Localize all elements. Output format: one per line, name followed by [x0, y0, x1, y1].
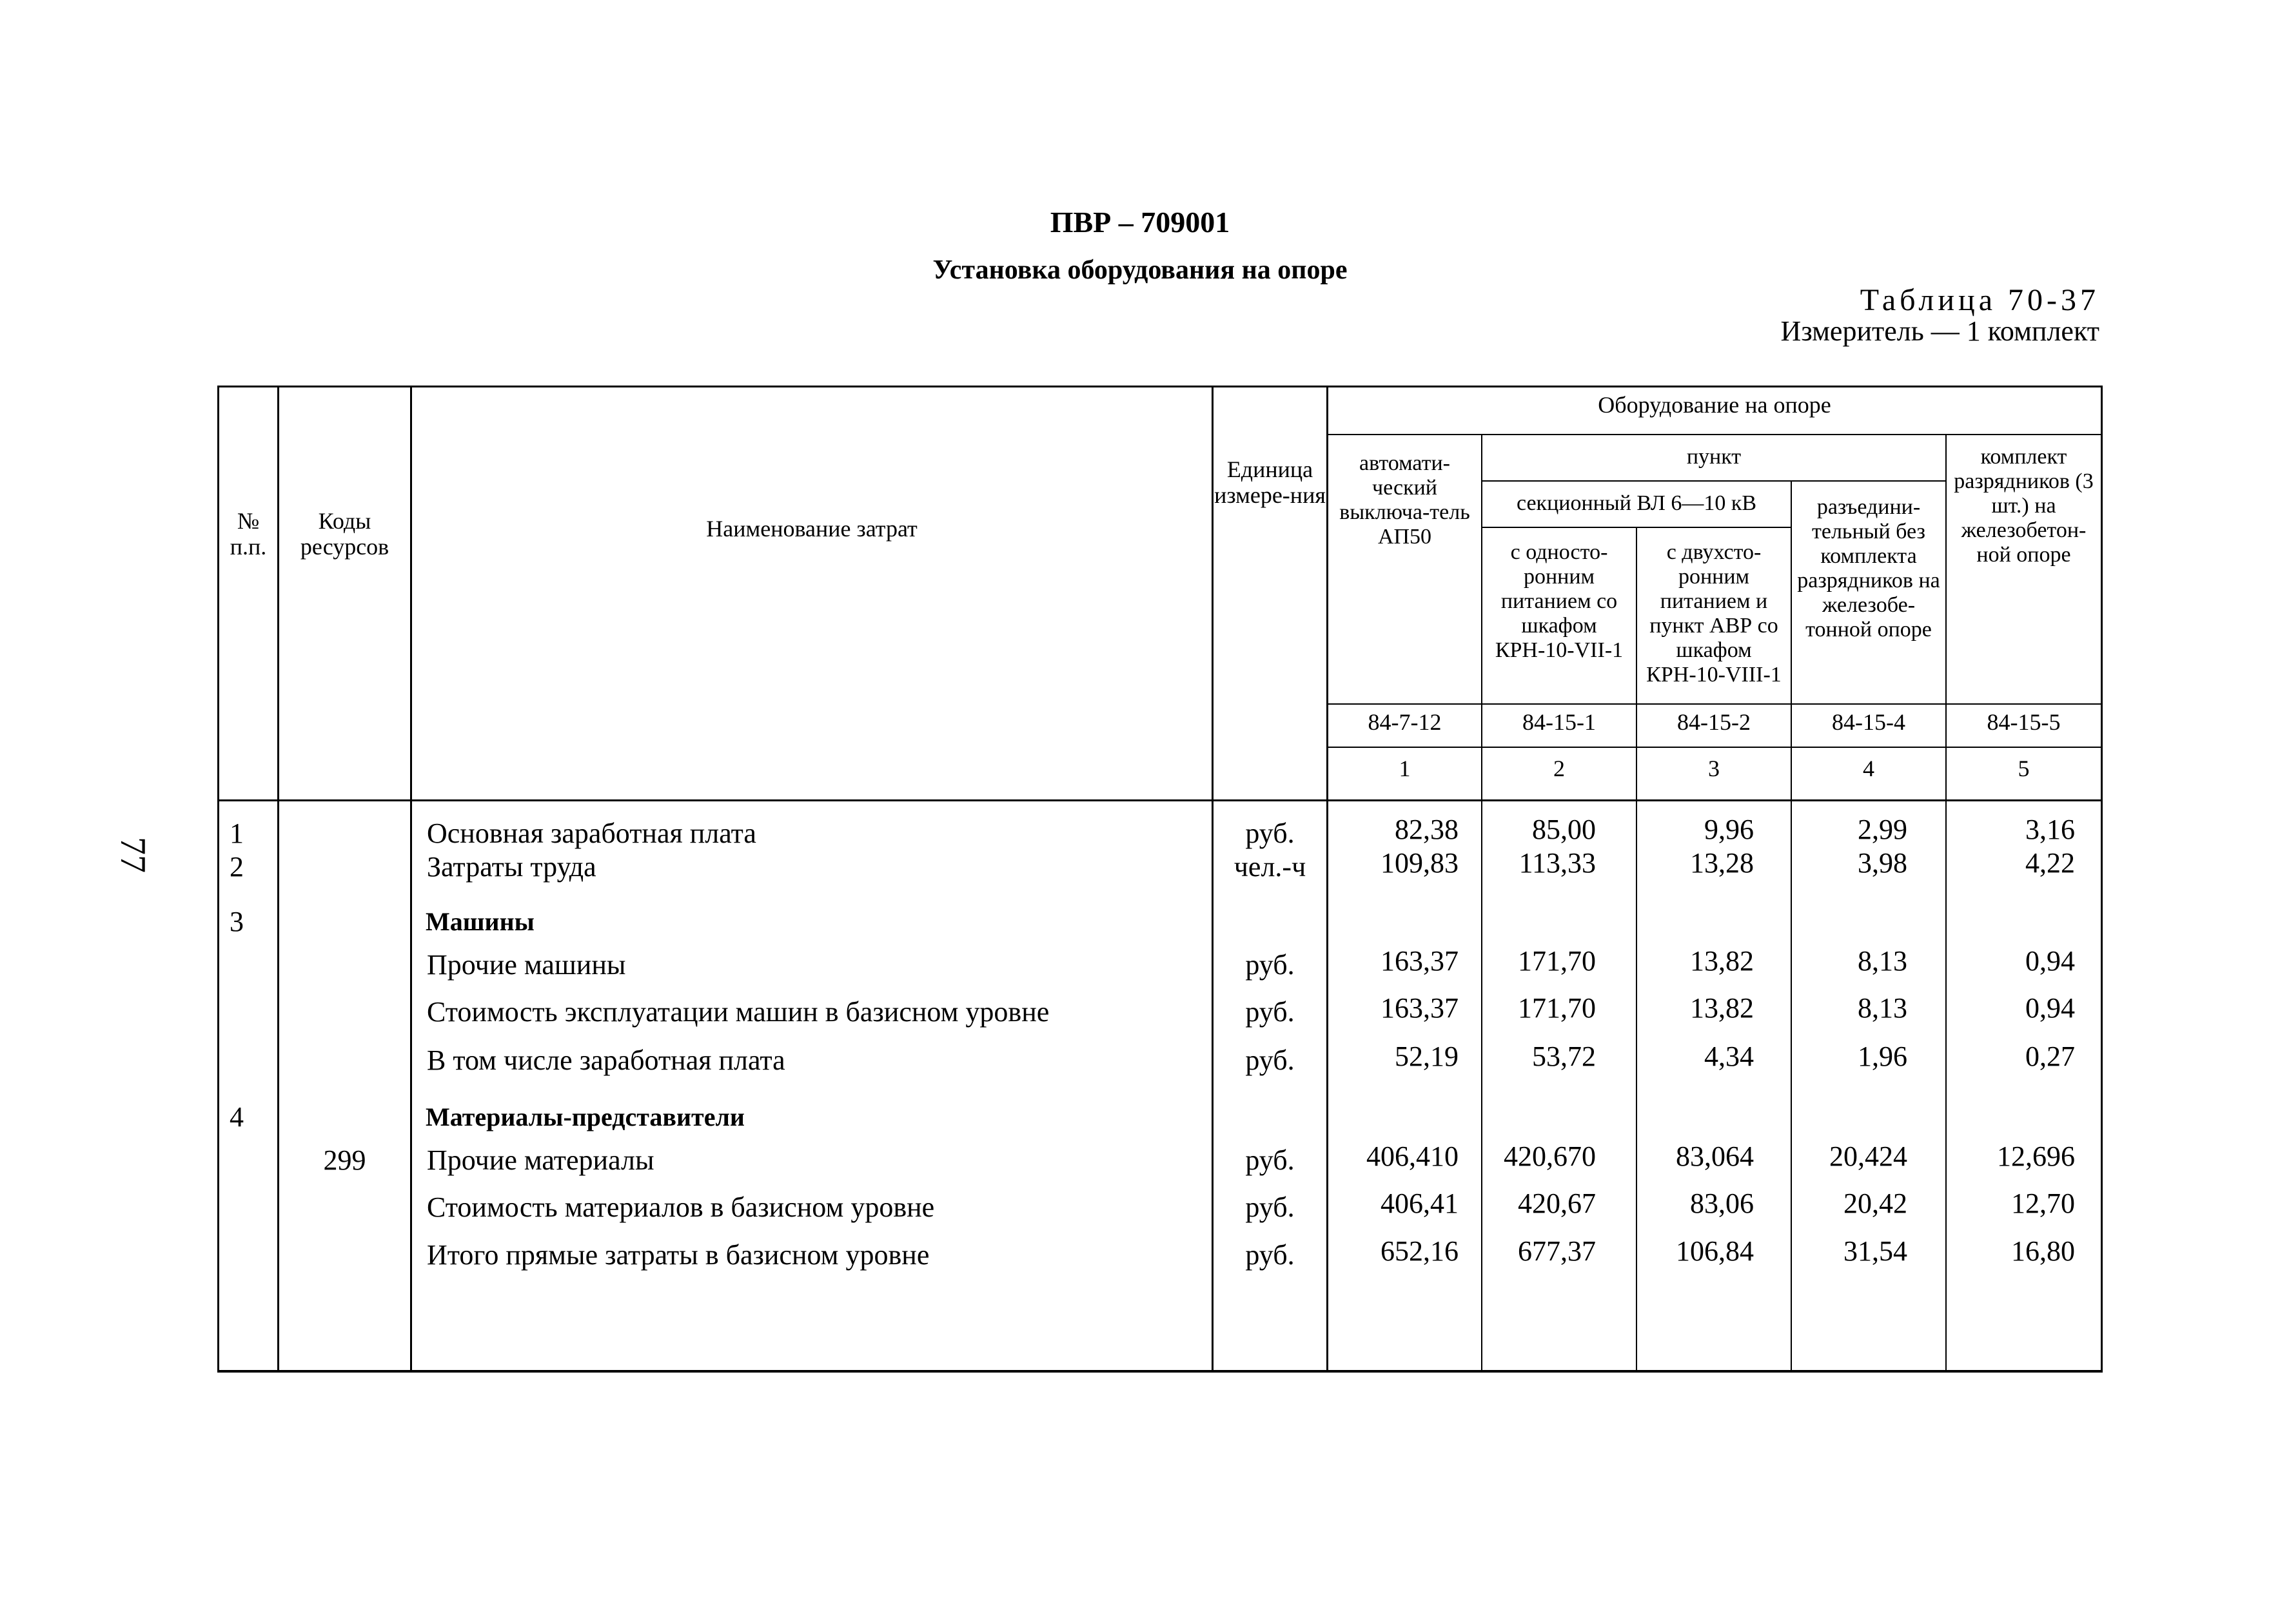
- row-value-col3: 106,84: [1676, 1235, 1754, 1267]
- header-sectional: секционный ВЛ 6—10 кВ: [1516, 491, 1757, 515]
- row-value-col3: 13,28: [1690, 847, 1754, 879]
- row-unit: руб.: [1245, 949, 1295, 981]
- header-cost-name: Наименование затрат: [706, 516, 918, 542]
- header-col5: комплект разрядников (3 шт.) на железобетон-ной опоре: [1954, 445, 2094, 567]
- header-resource-codes: Коды ресурсов: [300, 508, 389, 560]
- row-value-col4: 20,42: [1843, 1188, 1907, 1219]
- row-cost-name: Стоимость материалов в базисном уровне: [427, 1191, 935, 1223]
- row-value-col4: 31,54: [1843, 1235, 1907, 1267]
- measure-unit: Измеритель — 1 комплект: [1780, 315, 2099, 347]
- row-value-col5: 12,696: [1997, 1140, 2075, 1172]
- row-value-col2: 420,67: [1518, 1188, 1596, 1219]
- code-col5: 84-15-5: [1987, 709, 2061, 735]
- row-value-col4: 3,98: [1858, 847, 1907, 879]
- row-value-col4: 8,13: [1858, 992, 1907, 1024]
- table-label: Таблица 70-37: [1860, 283, 2099, 317]
- row-unit: чел.-ч: [1233, 851, 1306, 883]
- row-value-col2: 53,72: [1532, 1041, 1596, 1072]
- document-code: ПВР – 709001: [1050, 206, 1230, 239]
- row-value-col5: 16,80: [2011, 1235, 2075, 1267]
- row-value-col1: 52,19: [1395, 1041, 1459, 1072]
- row-cost-name: Материалы-представители: [426, 1102, 745, 1131]
- row-value-col1: 163,37: [1381, 992, 1459, 1024]
- page-number: 77: [113, 837, 153, 873]
- row-value-col1: 406,41: [1381, 1188, 1459, 1219]
- row-unit: руб.: [1245, 1191, 1295, 1223]
- row-value-col2: 420,670: [1504, 1140, 1596, 1172]
- row-value-col4: 2,99: [1858, 814, 1907, 845]
- row-value-col2: 171,70: [1518, 992, 1596, 1024]
- document-title: Установка оборудования на опоре: [932, 255, 1348, 285]
- row-value-col2: 113,33: [1518, 847, 1596, 879]
- colnum-5: 5: [2018, 756, 2030, 781]
- header-number: № п.п.: [230, 508, 267, 560]
- row-cost-name: Итого прямые затраты в базисном уровне: [427, 1239, 930, 1271]
- colnum-2: 2: [1553, 756, 1565, 781]
- row-cost-name: Машины: [426, 907, 535, 936]
- row-value-col1: 652,16: [1381, 1235, 1459, 1267]
- row-cost-name: Прочие материалы: [427, 1144, 654, 1176]
- row-value-col2: 85,00: [1532, 814, 1596, 845]
- row-cost-name: Стоимость эксплуатации машин в базисном уровне: [427, 996, 1050, 1028]
- header-col3: с двухсто-ронним питанием и пункт АВР со шкафом КРН-10-VIII-1: [1646, 540, 1782, 687]
- row-value-col1: 163,37: [1381, 945, 1459, 977]
- row-value-col5: 0,94: [2025, 992, 2075, 1024]
- row-value-col4: 20,424: [1829, 1140, 1907, 1172]
- code-col1: 84-7-12: [1368, 709, 1442, 735]
- header-col1: автомати-ческий выключа-тель АП50: [1339, 451, 1470, 549]
- header-punkt: пункт: [1686, 445, 1742, 469]
- row-value-col3: 83,06: [1690, 1188, 1754, 1219]
- row-value-col5: 4,22: [2025, 847, 2075, 879]
- header-equipment-group: Оборудование на опоре: [1598, 392, 1831, 418]
- colnum-1: 1: [1399, 756, 1411, 781]
- row-value-col5: 0,94: [2025, 945, 2075, 977]
- row-value-col3: 13,82: [1690, 992, 1754, 1024]
- row-number: 4: [230, 1101, 244, 1133]
- row-number: 3: [230, 906, 244, 937]
- row-unit: руб.: [1245, 996, 1295, 1028]
- row-value-col4: 1,96: [1858, 1041, 1907, 1072]
- row-cost-name: Затраты труда: [427, 851, 596, 883]
- row-value-col4: 8,13: [1858, 945, 1907, 977]
- row-cost-name: Основная заработная плата: [427, 817, 756, 849]
- row-value-col5: 0,27: [2025, 1041, 2075, 1072]
- row-value-col5: 12,70: [2011, 1188, 2075, 1219]
- colnum-4: 4: [1863, 756, 1874, 781]
- row-number: 1: [230, 817, 244, 849]
- row-unit: руб.: [1245, 817, 1295, 849]
- row-number: 2: [230, 851, 244, 883]
- row-value-col5: 3,16: [2025, 814, 2075, 845]
- row-value-col1: 406,410: [1366, 1140, 1459, 1172]
- row-unit: руб.: [1245, 1044, 1295, 1076]
- row-value-col1: 82,38: [1395, 814, 1459, 845]
- row-value-col3: 4,34: [1704, 1041, 1754, 1072]
- row-value-col3: 83,064: [1676, 1140, 1754, 1172]
- code-col2: 84-15-1: [1522, 709, 1596, 735]
- row-resource-code: 299: [323, 1144, 366, 1176]
- row-cost-name: В том числе заработная плата: [427, 1044, 785, 1076]
- row-unit: руб.: [1245, 1239, 1295, 1271]
- row-value-col3: 13,82: [1690, 945, 1754, 977]
- colnum-3: 3: [1708, 756, 1720, 781]
- row-unit: руб.: [1245, 1144, 1295, 1176]
- header-col2: с односто-ронним питанием со шкафом КРН-10-VII-1: [1495, 540, 1624, 662]
- code-col3: 84-15-2: [1677, 709, 1751, 735]
- header-unit: Единица измере-ния: [1214, 456, 1326, 508]
- row-value-col3: 9,96: [1704, 814, 1754, 845]
- code-col4: 84-15-4: [1832, 709, 1905, 735]
- row-value-col1: 109,83: [1381, 847, 1459, 879]
- row-value-col2: 677,37: [1518, 1235, 1596, 1267]
- header-col4: разъедини-тельный без комплекта разрядников на железобе-тонной опоре: [1797, 495, 1940, 641]
- row-value-col2: 171,70: [1518, 945, 1596, 977]
- row-cost-name: Прочие машины: [427, 949, 626, 981]
